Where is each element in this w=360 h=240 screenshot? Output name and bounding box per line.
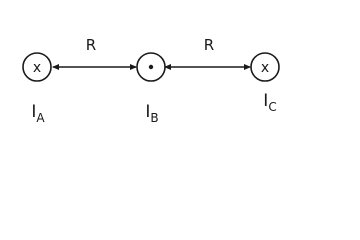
conductor-c (251, 53, 279, 114)
into-page-cross-icon: x (32, 60, 42, 76)
current-symbol-b: I (145, 102, 151, 122)
current-label-a (31, 102, 45, 125)
separation-bc-arrowhead-right (244, 64, 251, 70)
current-subscript-a: A (36, 111, 45, 125)
separation-ab-arrowhead-right (130, 64, 137, 70)
separation-bc (164, 36, 251, 70)
current-subscript-b: B (150, 111, 159, 125)
separation-bc-label: R (203, 36, 215, 54)
current-symbol-a: I (31, 102, 37, 122)
separation-ab-label: R (85, 36, 97, 54)
into-page-cross-icon: x (260, 60, 270, 76)
conductor-b (137, 53, 165, 125)
current-label-b (145, 102, 158, 125)
current-symbol-c: I (263, 91, 269, 111)
out-of-page-dot-icon (149, 65, 153, 69)
separation-ab-arrowhead-left (52, 64, 59, 70)
conductor-a (23, 53, 51, 125)
separation-ab (52, 36, 137, 70)
current-label-c (263, 91, 276, 114)
current-subscript-c: C (268, 100, 277, 114)
